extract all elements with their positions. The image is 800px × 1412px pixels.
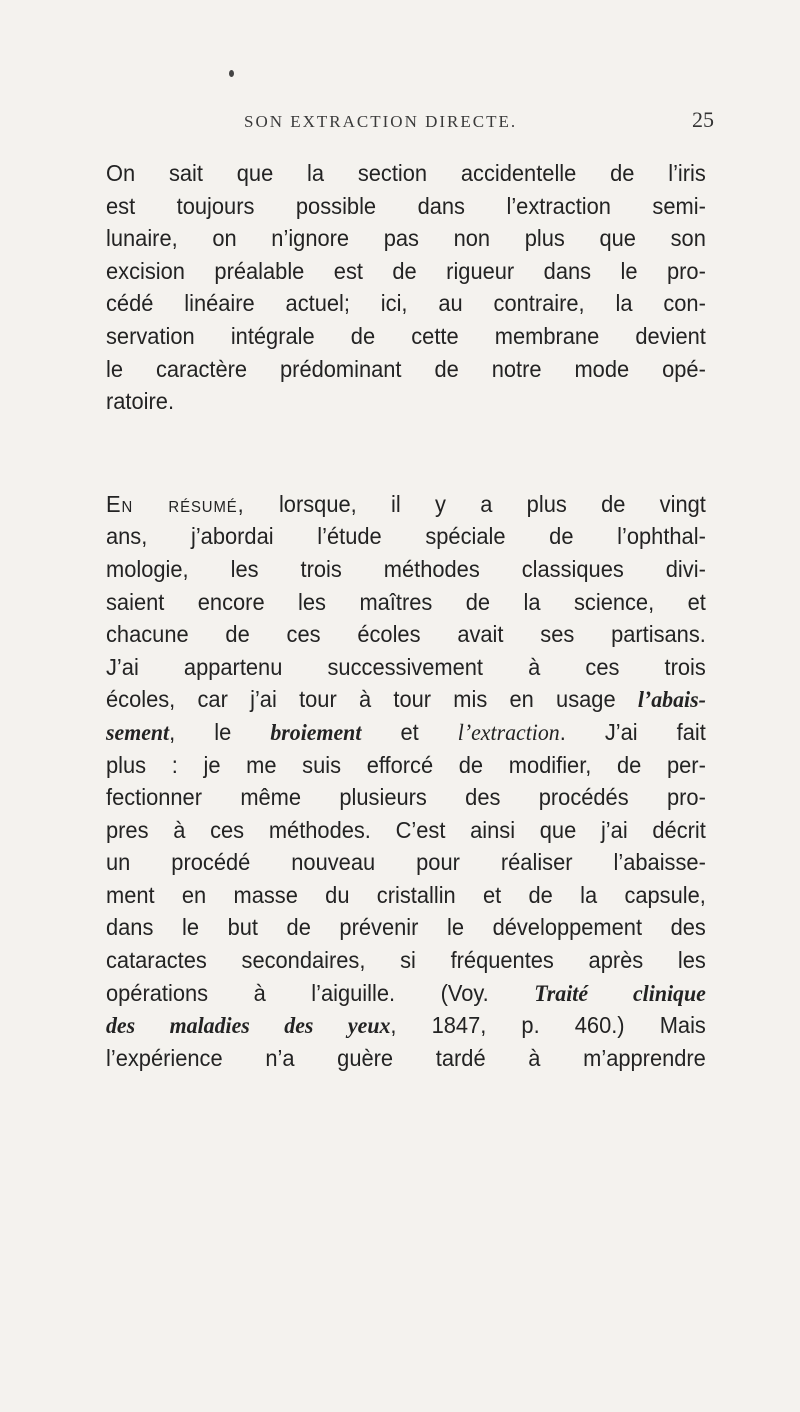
paragraph-gap <box>106 418 706 488</box>
text-line: dans le but de prévenir le développement des <box>106 914 706 941</box>
text-line: pres à ces méthodes. C’est ainsi que j’ai décrit <box>106 816 706 843</box>
body-text <box>106 157 706 1074</box>
text-line: chacune de ces écoles avait ses partisans. <box>106 621 706 648</box>
paragraph-1 <box>106 157 706 418</box>
text-line: l’expérience n’a guère tardé à m’apprendre <box>106 1044 706 1071</box>
text-line <box>106 1009 706 1042</box>
text-line: cataractes secondaires, si fréquentes après les <box>106 947 706 974</box>
text-line: ratoire. <box>106 388 175 415</box>
text-line: cédé linéaire actuel; ici, au contraire, la con- <box>106 290 706 317</box>
italic-term: sement <box>106 719 170 746</box>
text-span: , 1847, p. 460.) Mais <box>390 1012 706 1039</box>
text-line: fectionner même plusieurs des procédés pro- <box>106 784 706 811</box>
text-line <box>106 716 706 749</box>
ink-speck <box>229 70 234 77</box>
text-line <box>106 977 706 1010</box>
text-line: J’ai appartenu successivement à ces trois <box>106 653 706 680</box>
running-head: SON EXTRACTION DIRECTE. <box>244 112 518 131</box>
text-span: lorsque, il y a plus de vingt <box>244 490 706 517</box>
text-line: ment en masse du cristallin et de la capsule, <box>106 881 706 908</box>
italic-term: l’extraction <box>457 719 560 746</box>
text-span: écoles, car j’ai tour à tour mis en usage <box>106 686 638 713</box>
text-span: . J’ai fait <box>559 718 706 745</box>
text-line: servation intégrale de cette membrane devient <box>106 322 706 349</box>
text-line: le caractère prédominant de notre mode opé- <box>106 355 706 382</box>
text-line: lunaire, on n’ignore pas non plus que son <box>106 225 706 252</box>
text-line: saient encore les maîtres de la science, et <box>106 588 706 615</box>
text-span: et <box>361 718 458 745</box>
citation-title: Traité clinique <box>534 980 706 1007</box>
paragraph-2 <box>106 488 706 1075</box>
text-span: , le <box>169 718 271 745</box>
text-span: opérations à l’aiguille. (Voy. <box>106 979 535 1006</box>
lead-in-small-caps: En résumé, <box>106 490 245 517</box>
text-line: plus : je me suis efforcé de modifier, de per- <box>106 751 706 778</box>
text-line: On sait que la section accidentelle de l’iris <box>106 160 706 186</box>
text-line: excision préalable est de rigueur dans le pro- <box>106 257 706 284</box>
text-line: est toujours possible dans l’extraction semi- <box>106 192 706 219</box>
citation-title: des maladies des yeux <box>106 1013 391 1040</box>
italic-term: broiement <box>270 719 362 746</box>
italic-term: l’abais- <box>637 687 706 714</box>
text-line: mologie, les trois méthodes classiques divi- <box>106 555 706 582</box>
text-line: ans, j’abordai l’étude spéciale de l’ophthal- <box>106 523 706 550</box>
page-number: 25 <box>692 107 714 132</box>
text-line <box>106 488 706 521</box>
text-line: un procédé nouveau pour réaliser l’abaisse- <box>106 849 706 876</box>
text-line <box>106 683 706 716</box>
